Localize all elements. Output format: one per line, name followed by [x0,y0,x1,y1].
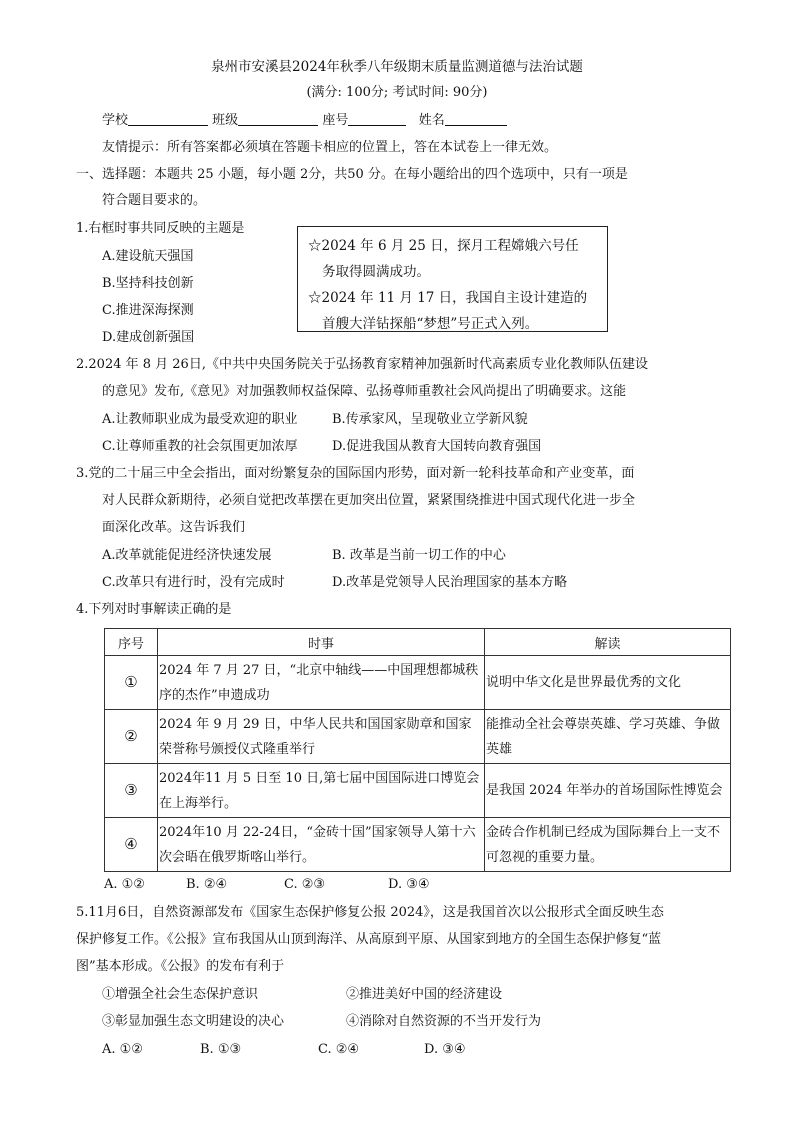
table-row [105,710,731,764]
q5-answer-a: A. ①② [102,1042,143,1057]
school-blank [128,111,208,126]
student-info-fields [102,111,507,130]
q2-option-b: B.传承家风，呈现敬业立学新风貌 [332,412,528,427]
row-event: 2024 年 7 月 27 日，“北京中轴线——中国理想都城秩序的杰作”申遗成功 [158,656,485,710]
q2-option-d: D.促进我国从教育大国转向教育强国 [332,439,542,454]
col-header-event: 时事 [158,629,485,656]
q5-item-2: ②推进美好中国的经济建设 [346,987,503,1002]
q3-option-c: C.改革只有进行时，没有完成时 [102,575,285,590]
q1-box-line4: 首艘大洋钻探船“梦想”号正式入列。 [322,316,539,332]
q1-option-a: A.建设航天强国 [102,249,194,264]
q3-option-a: A.改革就能促进经济快速发展 [102,548,272,563]
row-reading: 说明中华文化是世界最优秀的文化 [485,656,731,710]
q2-option-a: A.让教师职业成为最受欢迎的职业 [102,412,298,427]
q3-stem-line1: 3.党的二十届三中全会指出，面对纷繁复杂的国际国内形势，面对新一轮科技革命和产业变革，面 [76,466,635,481]
row-number: ① [105,656,158,710]
q1-box-line2: 务取得圆满成功。 [322,264,430,280]
row-reading: 能推动全社会尊崇英雄、学习英雄、争做英雄 [485,710,731,764]
q3-option-b: B. 改革是当前一切工作的中心 [332,548,506,563]
q5-item-1: ①增强全社会生态保护意识 [102,987,259,1002]
q2-stem-line2: 的意见》发布,《意见》对加强教师权益保障、弘扬尊师重教社会风尚提出了明确要求。这能 [102,384,627,399]
row-reading: 是我国 2024 年举办的首场国际性博览会 [485,764,731,818]
section-heading: 一、选择题：本题共 25 小题，每小题 2分，共50 分。在每小题给出的四个选项中，只有一项是 [76,167,628,182]
q2-stem-line1: 2.2024 年 8 月 26日,《中共中央国务院关于弘扬教育家精神加强新时代高素质专业化教师队伍建设 [76,357,648,372]
q4-answer-d: D. ③④ [388,877,430,892]
q5-answer-b: B. ①③ [200,1042,242,1057]
row-event: 2024年11 月 5 日至 10 日,第七届中国国际进口博览会在上海举行。 [158,764,485,818]
q3-stem-line3: 面深化改革。这告诉我们 [102,520,246,535]
q4-table [104,628,731,872]
row-number: ② [105,710,158,764]
q5-item-4: ④消除对自然资源的不当开发行为 [346,1014,542,1029]
q1-option-d: D.建成创新强国 [102,330,195,345]
table-header-row [105,629,731,656]
q4-answer-b: B. ②④ [186,877,228,892]
q5-answer-d: D. ③④ [424,1042,466,1057]
q4-stem: 4.下列对时事解读正确的是 [76,602,232,617]
exam-title: 泉州市安溪县2024年秋季八年级期末质量监测道德与法治试题 [211,59,583,75]
col-header-reading: 解读 [485,629,731,656]
seat-label: 座号 [322,113,349,128]
section-heading-cont: 符合题目要求的。 [102,193,207,208]
q4-answer-a: A. ①② [104,877,145,892]
name-label: 姓名 [418,113,445,128]
q5-stem-line1: 5.11月6日，自然资源部发布《国家生态保护修复公报 2024》，这是我国首次以公报形式全面反映生态 [76,905,664,920]
q5-answer-c: C. ②④ [318,1042,360,1057]
q2-option-c: C.让尊师重教的社会氛围更加浓厚 [102,439,298,454]
table-row [105,818,731,872]
exam-subtitle: (满分: 100分; 考试时间: 90分) [306,85,488,100]
q1-option-b: B.坚持科技创新 [102,276,194,291]
q5-stem-line3: 图”基本形成。《公报》的发布有利于 [76,959,285,974]
row-number: ④ [105,818,158,872]
school-label: 学校 [102,113,129,128]
seat-blank [348,111,406,126]
q1-box-line3: ☆2024 年 11 月 17 日，我国自主设计建造的 [308,290,588,306]
q3-option-d: D.改革是党领导人民治理国家的基本方略 [332,575,568,590]
class-blank [238,111,318,126]
table-row [105,764,731,818]
q1-option-c: C.推进深海探测 [102,303,194,318]
row-event: 2024 年 9 月 29 日，中华人民共和国国家勋章和国家荣誉称号颁授仪式隆重举行 [158,710,485,764]
q5-stem-line2: 保护修复工作。《公报》宣布我国从山顶到海洋、从高原到平原、从国家到地方的全国生态保护修复“蓝 [76,932,662,947]
name-blank [445,111,507,126]
notice-text: 友情提示：所有答案都必须填在答题卡相应的位置上，答在本试卷上一律无效。 [102,140,558,155]
q1-box-line1: ☆2024 年 6 月 25 日，探月工程嫦娥六号任 [308,238,579,254]
q1-news-box [297,226,608,332]
q5-item-3: ③彰显加强生态文明建设的决心 [102,1014,285,1029]
q1-stem: 1.右框时事共同反映的主题是 [76,221,245,236]
class-label: 班级 [212,113,239,128]
row-event: 2024年10 月 22-24日，“金砖十国”国家领导人第十六次会晤在俄罗斯喀山举行。 [158,818,485,872]
q4-answer-c: C. ②③ [284,877,326,892]
row-number: ③ [105,764,158,818]
row-reading: 金砖合作机制已经成为国际舞台上一支不可忽视的重要力量。 [485,818,731,872]
q3-stem-line2: 对人民群众新期待，必须自觉把改革摆在更加突出位置，紧紧围绕推进中国式现代化进一步全 [102,493,636,508]
table-row [105,656,731,710]
col-header-number: 序号 [105,629,158,656]
